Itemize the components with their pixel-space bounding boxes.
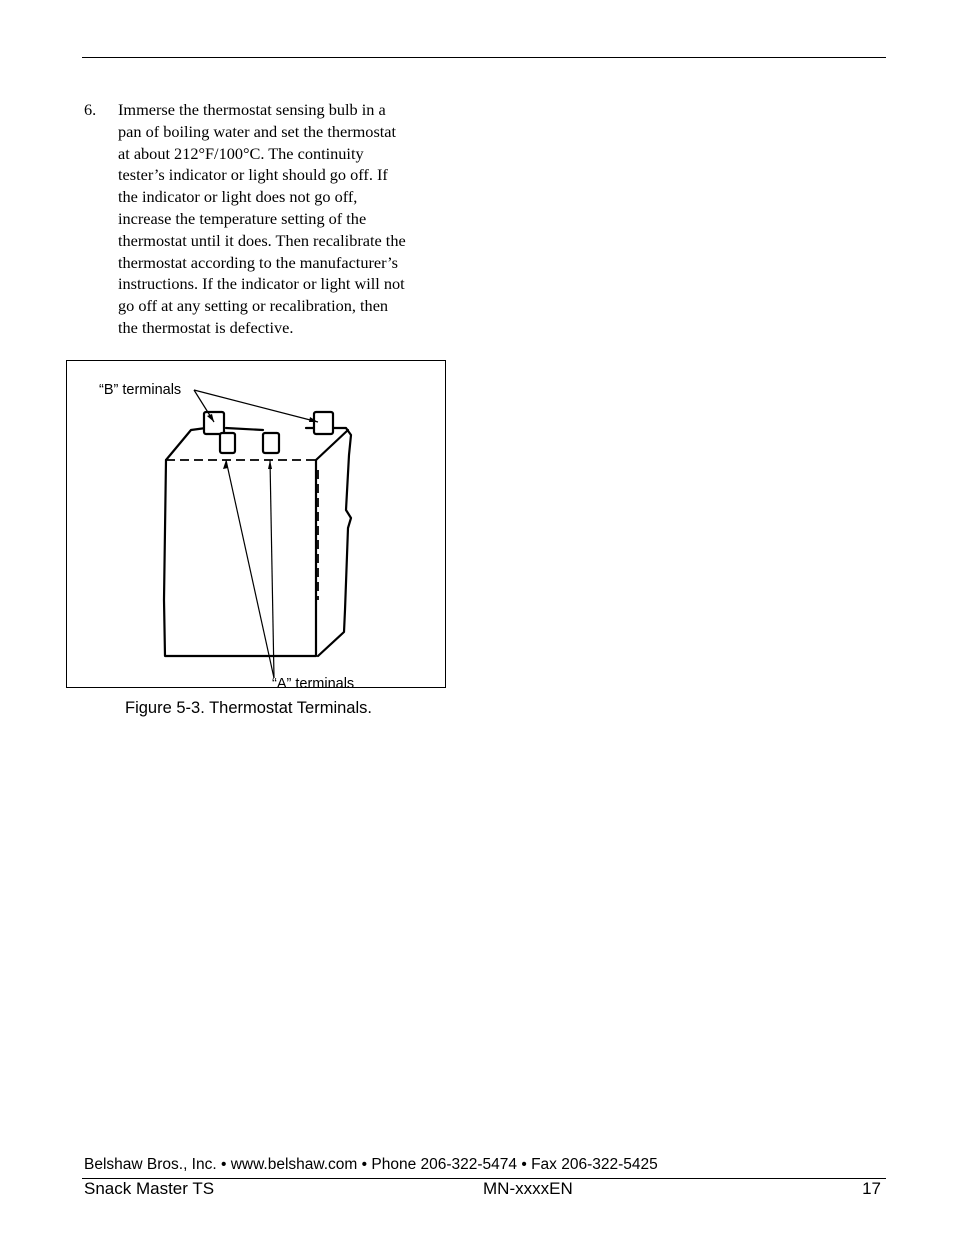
header-rule xyxy=(82,57,886,58)
step-line: the thermostat is defective. xyxy=(118,317,294,337)
step-line: tester’s indicator or light should go off. If xyxy=(118,165,388,185)
step-line: thermostat until it does. Then recalibrate the xyxy=(118,230,406,250)
step-text xyxy=(118,99,463,339)
b-terminal-left xyxy=(204,412,224,434)
step-line: increase the temperature setting of the xyxy=(118,208,367,228)
figure-caption: Figure 5-3. Thermostat Terminals. xyxy=(125,699,372,717)
a-leader-right xyxy=(270,460,274,678)
step-line: at about 212°F/100°C. The continuity xyxy=(118,143,364,163)
a-arrow-right xyxy=(268,460,272,469)
step-line: pan of boiling water and set the thermostat xyxy=(118,121,397,141)
b-terminals-label: “B” terminals xyxy=(99,382,182,398)
step-line: thermostat according to the manufacturer’s xyxy=(118,252,398,272)
thermostat-illustration xyxy=(66,360,446,700)
step-line: go off at any setting or recalibration, then xyxy=(118,296,389,316)
thermostat-body-front xyxy=(164,460,316,656)
footer-product: Snack Master TS xyxy=(84,1179,215,1198)
step-number: 6. xyxy=(84,100,97,119)
thermostat-body-top xyxy=(166,428,206,460)
a-terminals-label: “A” terminals xyxy=(272,676,355,692)
footer-doc-code: MN-xxxxEN xyxy=(483,1179,573,1198)
a-leader-left xyxy=(226,460,274,678)
a-terminal-right xyxy=(263,433,279,453)
step-line: instructions. If the indicator or light will not xyxy=(118,274,405,294)
step-line: Immerse the thermostat sensing bulb in a xyxy=(118,100,386,119)
b-terminal-right xyxy=(314,412,333,434)
footer-contact: Belshaw Bros., Inc. • www.belshaw.com • Phone 206-322-5474 • Fax 206-322-5425 xyxy=(84,1156,658,1173)
page-number: 17 xyxy=(862,1179,881,1198)
step-line: the indicator or light does not go off, xyxy=(118,187,358,207)
a-terminal-left xyxy=(220,433,235,453)
